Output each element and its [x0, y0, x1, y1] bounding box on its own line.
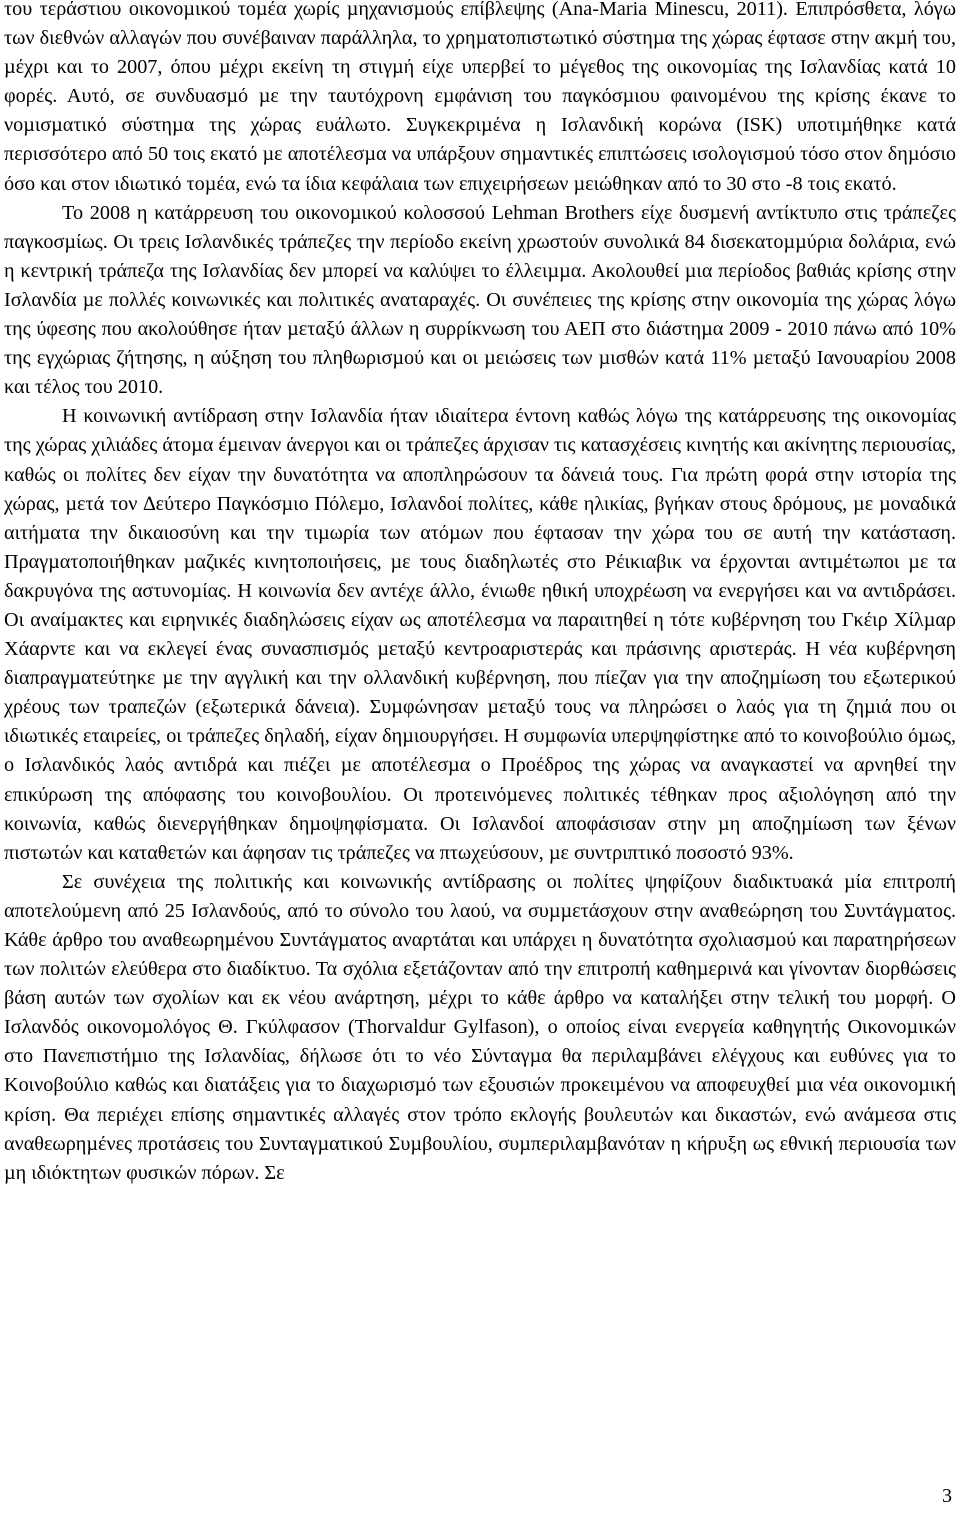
page-number: 3: [942, 1485, 952, 1507]
paragraph-3: Η κοινωνική αντίδραση στην Ισλανδία ήταν ιδιαίτερα έντονη καθώς λόγω της κατάρρευσης της οικονοµίας της χώρας χιλιάδες άτοµα έµειναν άνεργοι και οι τράπεζες άρχισαν τις κατασχέσεις κινητής και ακίνητης περιουσίας, καθώς οι πολίτες δεν είχαν την δυνατότητα να αποπληρώσουν τα δάνειά τους. Για πρώτη φορά στην ιστορία της χώρας, µετά τον ∆εύτερο Παγκόσµιο Πόλεµο, Ισλανδοί πολίτες, κάθε ηλικίας, βγήκαν στους δρόµους, µε µοναδικά αιτήµατα την δικαιοσύνη και την τιµωρία των ατόµων που έφτασαν την χώρα του σε αυτή την κατάσταση. Πραγµατοποιήθηκαν µαζικές κινητοποιήσεις, µε τους διαδηλωτές στο Ρέικιαβικ να έρχονται αντιµέτωποι µε τα δακρυγόνα της αστυνοµίας. Η κοινωνία δεν αντέχε άλλο, ένιωθε ηθική υποχρέωση να ενεργήσει και να αντιδράσει. Οι αναίµακτες και ειρηνικές διαδηλώσεις είχαν ως αποτέλεσµα να παραιτηθεί η τότε κυβέρνηση του Γκέιρ Χίλµαρ Χάαρντε και να εκλεγεί ένας συνασπισµός µεταξύ κεντροαριστεράς και πράσινης αριστεράς. Η νέα κυβέρνηση διαπραγµατεύτηκε µε την αγγλική και την ολλανδική κυβέρνηση, που πίεζαν για την αποζηµίωση του εξωτερικού χρέους των τραπεζών (εξωτερικά δάνεια). Συµφώνησαν µεταξύ τους να πληρώσει ο λαός για τη ζηµιά που οι ιδιωτικές εταιρείες, οι τράπεζες δηλαδή, είχαν δηµιουργήσει. Η συµφωνία υπερψηφίστηκε από το κοινοβούλιο όµως, ο Ισλανδικός λαός αντιδρά και πιέζει µε αποτέλεσµα ο Προέδρος της χώρας να αναγκαστεί να αρνηθεί την επικύρωση της απόφασης του κοινοβουλίου. Οι προτεινόµενες πολιτικές τέθηκαν προς αξιολόγηση από την κοινωνία, καθώς διενεργήθηκαν δηµοψηφίσµατα. Οι Ισλανδοί αποφάσισαν στην µη αποζηµίωση των ξένων πιστωτών και καταθετών και άφησαν τις τράπεζες να πτωχεύσουν, µε συντριπτικό ποσοστό 93%.: [4, 405, 956, 864]
body-text: [4, 0, 956, 1188]
paragraph-2: Το 2008 η κατάρρευση του οικονοµικού κολοσσού Lehman Brothers είχε δυσµενή αντίκτυπο στις τράπεζες παγκοσµίως. Οι τρεις Ισλανδικές τράπεζες την περίοδο εκείνη χρωστούν συνολικά 84 δισεκατοµµύρια δολάρια, ενώ η κεντρική τράπεζα της Ισλανδίας δεν µπορεί να καλύψει το έλλειµµα. Ακολουθεί µια περίοδος βαθιάς κρίσης στην Ισλανδία µε πολλές κοινωνικές και πολιτικές αναταραχές. Οι συνέπειες της κρίσης στην οικονοµία της χώρας λόγω της ύφεσης που ακολούθησε ήταν µεταξύ άλλων η συρρίκνωση του ΑΕΠ στο διάστηµα 2009 - 2010 πάνω από 10% της εγχώριας ζήτησης, η αύξηση του πληθωρισµού και οι µειώσεις των µισθών κατά 11% µεταξύ Ιανουαρίου 2008 και τέλος του 2010.: [4, 201, 956, 399]
paragraph-1: του τεράστιου οικονοµικού τοµέα χωρίς µηχανισµούς επίβλεψης (Ana-Maria Minescu, 2011). Επιπρόσθετα, λόγω των διεθνών αλλαγών που συνέβαιναν παράλληλα, το χρηµατοπιστωτικό σύστηµα της χώρας έφτασε στην ακµή του, µέχρι και το 2007, όπου µέχρι εκείνη τη στιγµή είχε υπερβεί το µέγεθος της οικονοµίας της Ισλανδίας κατά 10 φορές. Αυτό, σε συνδυασµό µε την ταυτόχρονη εµφάνιση του παγκόσµιου φαινοµένου της κρίσης έκανε το νοµισµατικό σύστηµα της χώρας ευάλωτο. Συγκεκριµένα η Ισλανδική κορώνα (ISK) υποτιµήθηκε κατά περισσότερο από 50 τοις εκατό µε αποτέλεσµα να υπάρξουν σηµαντικές επιπτώσεις ισολογισµού τόσο στον δηµόσιο όσο και στον ιδιωτικό τοµέα, ενώ τα ίδια κεφάλαια των επιχειρήσεων µειώθηκαν από το 30 στο -8 τοις εκατό.: [4, 0, 956, 195]
paragraph-4: Σε συνέχεια της πολιτικής και κοινωνικής αντίδρασης οι πολίτες ψηφίζουν διαδικτυακά µία επιτροπή αποτελούµενη από 25 Ισλανδούς, από το σύνολο του λαού, να συµµετάσχουν στην αναθεώρηση του Συντάγµατος. Κάθε άρθρο του αναθεωρηµένου Συντάγµατος αναρτάται και υπάρχει η δυνατότητα σχολιασµού και παρατηρήσεων των πολιτών ελεύθερα στο διαδίκτυο. Τα σχόλια εξετάζονταν από την επιτροπή καθηµερινά και γίνονταν διορθώσεις βάση αυτών των σχολίων και εκ νέου ανάρτηση, µέχρι το κάθε άρθρο να καταλήξει στην τελική του µορφή. Ο Ισλανδός οικονοµολόγος Θ. Γκύλφασον (Thorvaldur Gylfason), ο οποίος είναι ενεργεία καθηγητής Οικονοµικών στο Πανεπιστήµιο της Ισλανδίας, δήλωσε ότι το νέο Σύνταγµα θα περιλαµβάνει ελέγχους και ευθύνες για το Κοινοβούλιο καθώς και διατάξεις για το διαχωρισµό των εξουσιών προκειµένου να αποφευχθεί µια νέα οικονοµική κρίση. Θα περιέχει επίσης σηµαντικές αλλαγές στον τρόπο εκλογής βουλευτών και δικαστών, ενώ ανάµεσα στις αναθεωρηµένες προτάσεις του Συνταγµατικού Συµβουλίου, συµπεριλαµβανόταν η κήρυξη ως εθνική περιουσία των µη ιδιόκτητων φυσικών πόρων. Σε: [4, 870, 956, 1184]
